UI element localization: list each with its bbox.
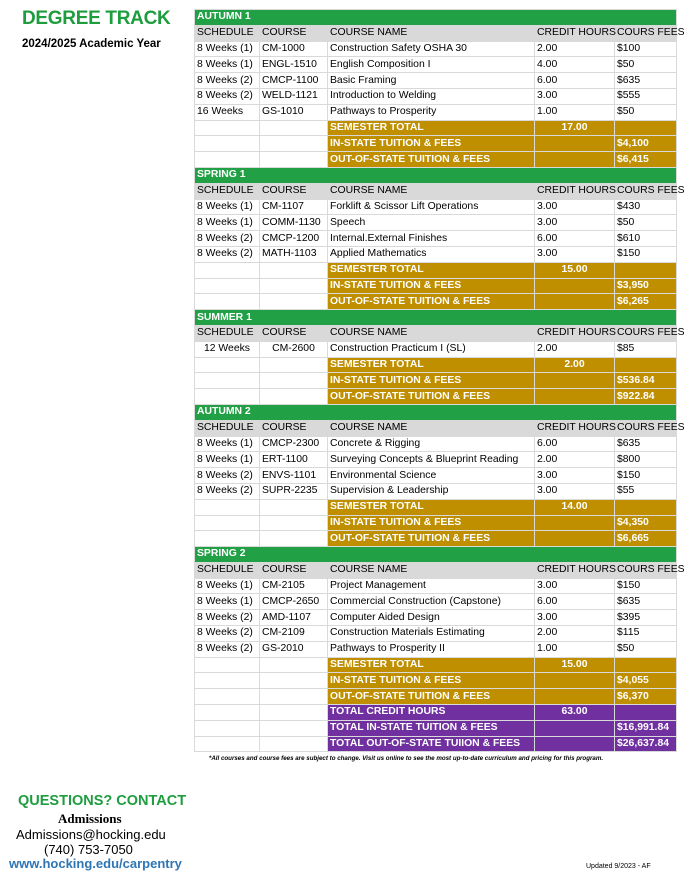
- blank-cell: [535, 136, 615, 152]
- course-code: CMCP-2300: [260, 436, 328, 452]
- blank-cell: [260, 120, 328, 136]
- in-state-tuition-row: [195, 278, 677, 294]
- blank-cell: [260, 736, 328, 752]
- column-header-row: [195, 325, 677, 341]
- course-fee: $635: [615, 594, 677, 610]
- course-row: [195, 610, 677, 626]
- blank-cell: [195, 705, 260, 721]
- column-header-row: [195, 420, 677, 436]
- course-row: [195, 57, 677, 73]
- course-schedule: 8 Weeks (2): [195, 610, 260, 626]
- in-state-tuition-label: IN-STATE TUITION & FEES: [328, 673, 535, 689]
- semester-total-label: SEMESTER TOTAL: [328, 657, 535, 673]
- column-header-course-name: COURSE NAME: [328, 562, 535, 578]
- course-name: English Composition I: [328, 57, 535, 73]
- course-code: CMCP-1100: [260, 73, 328, 89]
- course-name: Concrete & Rigging: [328, 436, 535, 452]
- course-credit-hours: 3.00: [535, 578, 615, 594]
- column-header-course-name: COURSE NAME: [328, 183, 535, 199]
- course-code: GS-1010: [260, 104, 328, 120]
- course-fee: $800: [615, 452, 677, 468]
- course-code: CMCP-1200: [260, 231, 328, 247]
- course-row: [195, 231, 677, 247]
- semester-title: AUTUMN 2: [195, 404, 677, 420]
- column-header-schedule: SCHEDULE: [195, 325, 260, 341]
- blank-cell: [535, 720, 615, 736]
- blank-cell: [195, 357, 260, 373]
- course-credit-hours: 3.00: [535, 88, 615, 104]
- in-state-tuition-row: [195, 373, 677, 389]
- course-row: [195, 73, 677, 89]
- course-code: COMM-1130: [260, 215, 328, 231]
- blank-cell: [615, 357, 677, 373]
- course-schedule: 8 Weeks (1): [195, 41, 260, 57]
- course-fee: $150: [615, 468, 677, 484]
- column-header-course-name: COURSE NAME: [328, 420, 535, 436]
- out-of-state-tuition-amount: $922.84: [615, 389, 677, 405]
- course-code: CM-2105: [260, 578, 328, 594]
- in-state-tuition-amount: $4,100: [615, 136, 677, 152]
- course-credit-hours: 3.00: [535, 215, 615, 231]
- semester-total-row: [195, 657, 677, 673]
- course-schedule: 8 Weeks (1): [195, 199, 260, 215]
- blank-cell: [535, 373, 615, 389]
- semester-title: SPRING 2: [195, 547, 677, 563]
- blank-cell: [195, 120, 260, 136]
- course-schedule: 8 Weeks (2): [195, 468, 260, 484]
- course-credit-hours: 3.00: [535, 246, 615, 262]
- blank-cell: [195, 294, 260, 310]
- course-code: CM-2600: [260, 341, 328, 357]
- total-credit-hours-value: 63.00: [535, 705, 615, 721]
- column-header-course: COURSE: [260, 183, 328, 199]
- course-schedule: 8 Weeks (1): [195, 57, 260, 73]
- course-credit-hours: 3.00: [535, 468, 615, 484]
- out-of-state-tuition-label: OUT-OF-STATE TUITION & FEES: [328, 389, 535, 405]
- course-schedule: 12 Weeks: [195, 341, 260, 357]
- column-header-credit-hours: CREDIT HOURS: [535, 562, 615, 578]
- course-schedule: 8 Weeks (2): [195, 88, 260, 104]
- semester-header-row: [195, 404, 677, 420]
- course-fee: $50: [615, 104, 677, 120]
- course-fee: $55: [615, 483, 677, 499]
- blank-cell: [195, 262, 260, 278]
- column-header-course: COURSE: [260, 325, 328, 341]
- course-schedule: 8 Weeks (2): [195, 641, 260, 657]
- course-fee: $50: [615, 215, 677, 231]
- total-in-state-row: [195, 720, 677, 736]
- blank-cell: [260, 689, 328, 705]
- course-credit-hours: 6.00: [535, 73, 615, 89]
- course-code: ENVS-1101: [260, 468, 328, 484]
- total-out-of-state-label: TOTAL OUT-OF-STATE TUIION & FEES: [328, 736, 535, 752]
- column-header-course-fees: COURS FEES: [615, 420, 677, 436]
- course-schedule: 8 Weeks (1): [195, 578, 260, 594]
- in-state-tuition-amount: $536.84: [615, 373, 677, 389]
- blank-cell: [195, 531, 260, 547]
- course-credit-hours: 1.00: [535, 641, 615, 657]
- column-header-course-name: COURSE NAME: [328, 325, 535, 341]
- course-fee: $150: [615, 246, 677, 262]
- blank-cell: [260, 278, 328, 294]
- blank-cell: [260, 152, 328, 168]
- course-name: Construction Practicum I (SL): [328, 341, 535, 357]
- course-row: [195, 626, 677, 642]
- semester-total-row: [195, 120, 677, 136]
- course-name: Pathways to Prosperity: [328, 104, 535, 120]
- course-name: Basic Framing: [328, 73, 535, 89]
- semester-title: SUMMER 1: [195, 310, 677, 326]
- blank-cell: [195, 689, 260, 705]
- course-code: CM-2109: [260, 626, 328, 642]
- blank-cell: [615, 705, 677, 721]
- course-credit-hours: 1.00: [535, 104, 615, 120]
- blank-cell: [615, 657, 677, 673]
- course-schedule: 8 Weeks (1): [195, 452, 260, 468]
- course-fee: $85: [615, 341, 677, 357]
- blank-cell: [195, 136, 260, 152]
- blank-cell: [195, 720, 260, 736]
- degree-track-table: [194, 9, 685, 752]
- course-row: [195, 483, 677, 499]
- course-fee: $115: [615, 626, 677, 642]
- semester-total-credit: 14.00: [535, 499, 615, 515]
- course-schedule: 8 Weeks (1): [195, 215, 260, 231]
- course-row: [195, 41, 677, 57]
- out-of-state-tuition-row: [195, 152, 677, 168]
- course-credit-hours: 2.00: [535, 341, 615, 357]
- course-row: [195, 246, 677, 262]
- semester-total-row: [195, 262, 677, 278]
- blank-cell: [195, 389, 260, 405]
- column-header-schedule: SCHEDULE: [195, 562, 260, 578]
- course-code: CMCP-2650: [260, 594, 328, 610]
- course-name: Pathways to Prosperity II: [328, 641, 535, 657]
- blank-cell: [535, 736, 615, 752]
- semester-header-row: [195, 167, 677, 183]
- in-state-tuition-amount: $4,055: [615, 673, 677, 689]
- course-row: [195, 436, 677, 452]
- course-row: [195, 641, 677, 657]
- blank-cell: [535, 152, 615, 168]
- course-row: [195, 341, 677, 357]
- page-title: DEGREE TRACK: [22, 8, 171, 29]
- blank-cell: [195, 515, 260, 531]
- in-state-tuition-label: IN-STATE TUITION & FEES: [328, 136, 535, 152]
- course-row: [195, 104, 677, 120]
- column-header-course-fees: COURS FEES: [615, 183, 677, 199]
- course-name: Construction Materials Estimating: [328, 626, 535, 642]
- course-schedule: 8 Weeks (1): [195, 436, 260, 452]
- column-header-row: [195, 25, 677, 41]
- out-of-state-tuition-label: OUT-OF-STATE TUITION & FEES: [328, 152, 535, 168]
- course-credit-hours: 6.00: [535, 436, 615, 452]
- semester-total-label: SEMESTER TOTAL: [328, 120, 535, 136]
- blank-cell: [195, 673, 260, 689]
- blank-cell: [615, 499, 677, 515]
- blank-cell: [195, 373, 260, 389]
- course-code: CM-1107: [260, 199, 328, 215]
- column-header-credit-hours: CREDIT HOURS: [535, 183, 615, 199]
- out-of-state-tuition-amount: $6,370: [615, 689, 677, 705]
- out-of-state-tuition-row: [195, 389, 677, 405]
- blank-cell: [260, 515, 328, 531]
- out-of-state-tuition-amount: $6,415: [615, 152, 677, 168]
- blank-cell: [615, 262, 677, 278]
- course-name: Commercial Construction (Capstone): [328, 594, 535, 610]
- semester-total-credit: 2.00: [535, 357, 615, 373]
- column-header-row: [195, 562, 677, 578]
- course-credit-hours: 3.00: [535, 199, 615, 215]
- blank-cell: [535, 294, 615, 310]
- course-code: MATH-1103: [260, 246, 328, 262]
- course-fee: $635: [615, 73, 677, 89]
- course-credit-hours: 6.00: [535, 231, 615, 247]
- course-name: Project Management: [328, 578, 535, 594]
- course-fee: $635: [615, 436, 677, 452]
- course-schedule: 8 Weeks (2): [195, 231, 260, 247]
- total-out-of-state-value: $26,637.84: [615, 736, 677, 752]
- course-name: Applied Mathematics: [328, 246, 535, 262]
- column-header-credit-hours: CREDIT HOURS: [535, 420, 615, 436]
- contact-title: QUESTIONS? CONTACT: [18, 793, 187, 809]
- course-credit-hours: 4.00: [535, 57, 615, 73]
- course-schedule: 8 Weeks (1): [195, 594, 260, 610]
- contact-name: Admissions: [58, 811, 122, 826]
- in-state-tuition-row: [195, 515, 677, 531]
- course-fee: $150: [615, 578, 677, 594]
- semester-total-label: SEMESTER TOTAL: [328, 499, 535, 515]
- course-fee: $50: [615, 641, 677, 657]
- semester-header-row: [195, 10, 677, 26]
- course-schedule: 8 Weeks (2): [195, 246, 260, 262]
- total-credit-hours-row: [195, 705, 677, 721]
- course-schedule: 8 Weeks (2): [195, 483, 260, 499]
- course-row: [195, 594, 677, 610]
- blank-cell: [195, 499, 260, 515]
- column-header-credit-hours: CREDIT HOURS: [535, 325, 615, 341]
- semester-title: SPRING 1: [195, 167, 677, 183]
- column-header-schedule: SCHEDULE: [195, 25, 260, 41]
- course-fee: $395: [615, 610, 677, 626]
- column-header-course: COURSE: [260, 562, 328, 578]
- blank-cell: [195, 736, 260, 752]
- semester-header-row: [195, 310, 677, 326]
- updated-label: Updated 9/2023 - AF: [586, 863, 651, 870]
- course-code: CM-1000: [260, 41, 328, 57]
- course-code: WELD-1121: [260, 88, 328, 104]
- blank-cell: [260, 531, 328, 547]
- course-code: ERT-1100: [260, 452, 328, 468]
- in-state-tuition-row: [195, 673, 677, 689]
- total-credit-hours-label: TOTAL CREDIT HOURS: [328, 705, 535, 721]
- blank-cell: [535, 389, 615, 405]
- course-code: SUPR-2235: [260, 483, 328, 499]
- course-fee: $100: [615, 41, 677, 57]
- semester-total-credit: 15.00: [535, 657, 615, 673]
- out-of-state-tuition-label: OUT-OF-STATE TUITION & FEES: [328, 294, 535, 310]
- semester-total-credit: 15.00: [535, 262, 615, 278]
- blank-cell: [260, 389, 328, 405]
- blank-cell: [260, 294, 328, 310]
- course-fee: $555: [615, 88, 677, 104]
- semester-title: AUTUMN 1: [195, 10, 677, 26]
- course-credit-hours: 3.00: [535, 483, 615, 499]
- contact-email-link[interactable]: Admissions@hocking.edu: [16, 827, 166, 842]
- blank-cell: [535, 689, 615, 705]
- course-schedule: 16 Weeks: [195, 104, 260, 120]
- academic-year: 2024/2025 Academic Year: [22, 38, 161, 50]
- column-header-row: [195, 183, 677, 199]
- semester-total-label: SEMESTER TOTAL: [328, 262, 535, 278]
- semester-total-row: [195, 357, 677, 373]
- blank-cell: [260, 673, 328, 689]
- blank-cell: [535, 673, 615, 689]
- column-header-course: COURSE: [260, 25, 328, 41]
- course-schedule: 8 Weeks (2): [195, 626, 260, 642]
- blank-cell: [615, 120, 677, 136]
- in-state-tuition-amount: $3,950: [615, 278, 677, 294]
- course-credit-hours: 2.00: [535, 41, 615, 57]
- course-row: [195, 88, 677, 104]
- in-state-tuition-label: IN-STATE TUITION & FEES: [328, 515, 535, 531]
- semester-total-row: [195, 499, 677, 515]
- semester-header-row: [195, 547, 677, 563]
- course-fee: $430: [615, 199, 677, 215]
- in-state-tuition-row: [195, 136, 677, 152]
- total-out-of-state-row: [195, 736, 677, 752]
- blank-cell: [535, 515, 615, 531]
- column-header-schedule: SCHEDULE: [195, 420, 260, 436]
- column-header-schedule: SCHEDULE: [195, 183, 260, 199]
- course-credit-hours: 6.00: [535, 594, 615, 610]
- course-name: Construction Safety OSHA 30: [328, 41, 535, 57]
- blank-cell: [535, 278, 615, 294]
- course-name: Internal.External Finishes: [328, 231, 535, 247]
- course-row: [195, 468, 677, 484]
- out-of-state-tuition-label: OUT-OF-STATE TUITION & FEES: [328, 689, 535, 705]
- blank-cell: [195, 152, 260, 168]
- course-code: GS-2010: [260, 641, 328, 657]
- in-state-tuition-label: IN-STATE TUITION & FEES: [328, 278, 535, 294]
- semester-total-label: SEMESTER TOTAL: [328, 357, 535, 373]
- column-header-credit-hours: CREDIT HOURS: [535, 25, 615, 41]
- in-state-tuition-amount: $4,350: [615, 515, 677, 531]
- blank-cell: [195, 657, 260, 673]
- course-name: Speech: [328, 215, 535, 231]
- disclaimer-note: *All courses and course fees are subject to change. Visit us online to see the most up-to-date curriculum and pricing for this program.: [208, 755, 604, 762]
- total-in-state-value: $16,991.84: [615, 720, 677, 736]
- column-header-course-fees: COURS FEES: [615, 25, 677, 41]
- course-name: Computer Aided Design: [328, 610, 535, 626]
- course-name: Surveying Concepts & Blueprint Reading: [328, 452, 535, 468]
- website-link[interactable]: www.hocking.edu/carpentry: [9, 856, 182, 871]
- course-code: AMD-1107: [260, 610, 328, 626]
- blank-cell: [260, 705, 328, 721]
- out-of-state-tuition-amount: $6,665: [615, 531, 677, 547]
- blank-cell: [260, 657, 328, 673]
- out-of-state-tuition-amount: $6,265: [615, 294, 677, 310]
- out-of-state-tuition-row: [195, 531, 677, 547]
- blank-cell: [260, 373, 328, 389]
- blank-cell: [260, 357, 328, 373]
- blank-cell: [260, 136, 328, 152]
- blank-cell: [535, 531, 615, 547]
- course-name: Environmental Science: [328, 468, 535, 484]
- column-header-course: COURSE: [260, 420, 328, 436]
- total-in-state-label: TOTAL IN-STATE TUITION & FEES: [328, 720, 535, 736]
- blank-cell: [260, 262, 328, 278]
- course-name: Introduction to Welding: [328, 88, 535, 104]
- semester-total-credit: 17.00: [535, 120, 615, 136]
- course-row: [195, 215, 677, 231]
- course-credit-hours: 2.00: [535, 626, 615, 642]
- course-name: Forklift & Scissor Lift Operations: [328, 199, 535, 215]
- blank-cell: [260, 720, 328, 736]
- course-row: [195, 578, 677, 594]
- course-row: [195, 452, 677, 468]
- course-fee: $610: [615, 231, 677, 247]
- column-header-course-fees: COURS FEES: [615, 562, 677, 578]
- blank-cell: [260, 499, 328, 515]
- course-code: ENGL-1510: [260, 57, 328, 73]
- course-row: [195, 199, 677, 215]
- column-header-course-fees: COURS FEES: [615, 325, 677, 341]
- in-state-tuition-label: IN-STATE TUITION & FEES: [328, 373, 535, 389]
- course-fee: $50: [615, 57, 677, 73]
- column-header-course-name: COURSE NAME: [328, 25, 535, 41]
- contact-phone: (740) 753-7050: [44, 842, 133, 857]
- course-credit-hours: 2.00: [535, 452, 615, 468]
- blank-cell: [195, 278, 260, 294]
- out-of-state-tuition-row: [195, 689, 677, 705]
- course-credit-hours: 3.00: [535, 610, 615, 626]
- out-of-state-tuition-label: OUT-OF-STATE TUITION & FEES: [328, 531, 535, 547]
- course-schedule: 8 Weeks (2): [195, 73, 260, 89]
- out-of-state-tuition-row: [195, 294, 677, 310]
- course-name: Supervision & Leadership: [328, 483, 535, 499]
